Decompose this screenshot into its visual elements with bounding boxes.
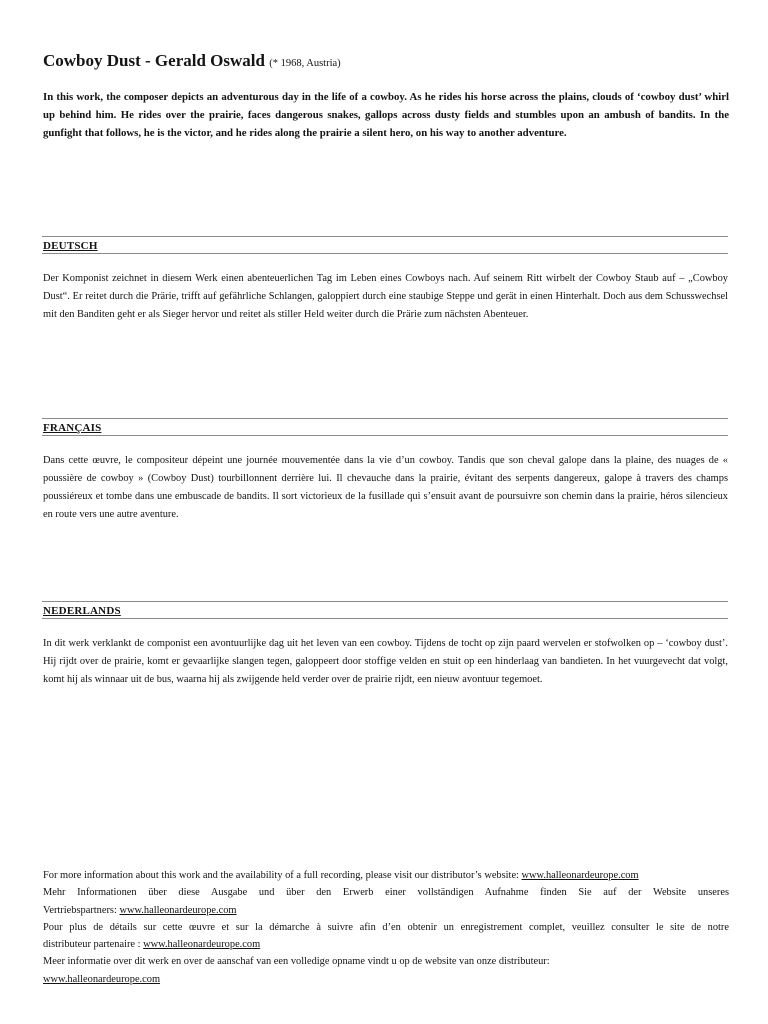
section-divider: [42, 618, 728, 619]
distributor-link[interactable]: www.halleonardeurope.com: [119, 904, 237, 916]
footer-text-en: For more information about this work and the availability of a full recording, please visit our distributor’s website:: [43, 870, 522, 881]
distributor-link[interactable]: www.halleonardeurope.com: [43, 973, 161, 985]
english-description: In this work, the composer depicts an adventurous day in the life of a cowboy. As he rides his horse across the plains, clouds of ‘cowboy dust’ whirl up behind him. He rides over the prairie, faces dangerous snakes, gallops across dusty fields and stumbles upon an ambush of bandits. In the gunfight that follows, he is the victor, and he rides along the prairie a silent hero, on his way to another adventure.: [43, 91, 729, 139]
footer-text-nl: Meer informatie over dit werk en over de aanschaf van een volledige opname vindt u op de website van onze distributeur:: [43, 956, 550, 968]
section-text-francais: Dans cette œuvre, le compositeur dépeint une journée mouvementée dans la vie d’un cowboy. Tandis que son cheval galope dans la plaine, des nuages de « poussière de cowboy » (Cowboy Dust) tourbillonnent derrière lui. Il chevauche dans la prairie, évitant des serpents dangereux, galope à travers des champs poussiéreux et tombe dans une embuscade de bandits. Il sort victorieux de la fusillade qui s’ensuit avant de poursuivre son chemin dans la prairie, héros silencieux en route vers une autre aventure.: [43, 455, 728, 520]
section-text-deutsch: Der Komponist zeichnet in diesem Werk einen abenteuerlichen Tag im Leben eines Cowboys nach. Auf seinem Ritt wirbelt der Cowboy Staub auf – „Cowboy Dust“. Er reitet durch die Prärie, trifft auf gefährliche Schlangen, galoppiert durch eine staubige Steppe und gerät in einen Hinterhalt. Doch aus dem Schusswechsel mit den Banditen geht er als Sieger hervor und reitet als stiller Held weiter durch die Prärie zum nächsten Abenteuer.: [43, 273, 728, 320]
footer-text-de-cont: Vertriebspartners:: [43, 904, 120, 916]
footer-text-de: Mehr Informationen über diese Ausgabe und über den Erwerb einer vollständigen Aufnahme finden Sie auf der Website unseres: [43, 887, 729, 899]
footer-line-nl: [43, 971, 729, 988]
footer-text-fr: Pour plus de détails sur cette œuvre et sur la démarche à suivre afin d’en obtenir un enregistrement complet, veuillez consulter le site de notre: [43, 921, 729, 933]
document-title: [43, 50, 733, 75]
section-heading-deutsch: DEUTSCH: [43, 240, 98, 252]
footer-line-en: [43, 867, 729, 884]
distributor-link[interactable]: www.halleonardeurope.com: [143, 939, 261, 951]
section-divider: [42, 435, 728, 436]
section-francais: [42, 418, 728, 524]
section-divider: [42, 253, 728, 254]
section-nederlands: [42, 601, 728, 689]
distributor-info: [43, 867, 729, 988]
footer-line-fr: [43, 936, 729, 953]
section-deutsch: [42, 236, 728, 324]
footer-text-fr-cont: distributeur partenaire :: [43, 939, 144, 951]
section-heading-francais: FRANÇAIS: [43, 422, 102, 434]
composer-dates: (* 1968, Austria): [269, 58, 341, 69]
footer-line-de: [43, 902, 729, 919]
section-text-nederlands: In dit werk verklankt de componist een avontuurlijke dag uit het leven van een cowboy. Tijdens de tocht op zijn paard wervelen er stofwolken op – ‘cowboy dust’. Hij rijdt over de prairie, komt er gevaarlijke slangen tegen, galoppeert door stoffige velden en stuit op een hinderlaag van bandieten. In het vuurgevecht dat volgt, komt hij als winnaar uit de bus, waarna hij als zwijgende held verder over de prairie rijdt, een nieuw avontuur tegemoet.: [43, 638, 728, 685]
title-text: Cowboy Dust - Gerald Oswald: [43, 51, 265, 70]
section-heading-nederlands: NEDERLANDS: [43, 605, 121, 617]
distributor-link[interactable]: www.halleonardeurope.com: [521, 870, 639, 881]
